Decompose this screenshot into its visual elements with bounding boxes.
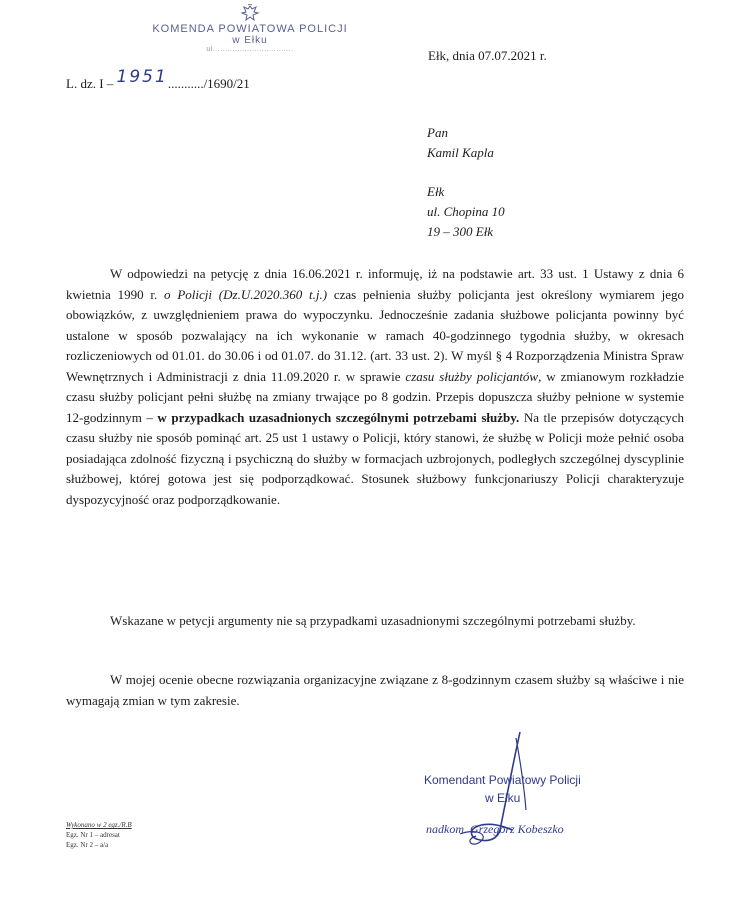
- paragraph-1-segment: czas pełnienia służby policjanta jest określony wymiarem jego obowiązków, z uwzględnieniem prawa do wypoczynku. Jednocześnie zadania służbowe policjanta powinny być ustalone w sposób pozwalający na ich wykonanie w ramach 40-godzinnego tygodnia służby, w okresach rozliczeniowych od 01.01. do 30.06 i od 01.07. do 31.12. (art. 33 ust. 2). W myśl § 4 Rozporządzenia Ministra Spraw Wewnętrznych i Administracji z dnia 11.09.2020 r. w sprawie: [66, 286, 684, 384]
- paragraph-3-text: W mojej ocenie obecne rozwiązania organizacyjne związane z 8-godzinnym czasem służby są właściwe i nie wymagają zmian w tym zakresie.: [66, 672, 684, 708]
- stamp-line-3: ul. ...............................: [206, 46, 294, 53]
- paragraph-1-segment: w przypadkach uzasadnionych szczególnymi potrzebami służby.: [157, 409, 520, 425]
- paragraph-1-segment: , w zmianowym rozkładzie czasu służby policjant pełni służbę na zmiany trwające po 8 godzin. Przepis dopuszcza służby pełnione w systemie 12-godzinnym –: [66, 368, 684, 425]
- stamp-line-2: w Ełku: [232, 35, 268, 46]
- ref-dots: ..........: [167, 76, 201, 91]
- reference-number: [66, 67, 250, 93]
- office-stamp: [150, 4, 350, 53]
- signature-name: nadkom. Grzegorz Kobeszko: [426, 822, 564, 836]
- paragraph-2-text: Wskazane w petycji argumenty nie są przypadkami uzasadnionymi szczególnymi potrzebami służby.: [110, 613, 636, 628]
- recipient-name: Kamil Kapla: [427, 145, 494, 160]
- ref-prefix: L. dz. I –: [66, 76, 114, 91]
- copy-1: Egz. Nr 1 – adresat: [66, 831, 120, 839]
- ref-handwritten-number: 1951: [116, 67, 168, 87]
- recipient-city: Ełk: [427, 184, 445, 199]
- copies-note: [66, 820, 132, 850]
- paragraph-1-segment: Na tle przepisów dotyczących czasu służby nie sposób pominąć art. 25 ust 1 ustawy o Policji, który stanowi, że służbę w Policji może pełnić osoba posiadająca zdolność fizyczną i psychiczną do służby w formacjach uzbrojonych, podległych szczególnej dyscyplinie służbowej, której gotowa jest się podporządkować. Stosunek służbowy funkcjonariuszy Policji charakteryzuje dyspozycyjność oraz podporządkowanie.: [66, 409, 684, 507]
- body-paragraph-2: [66, 611, 684, 632]
- recipient-street: ul. Chopina 10: [427, 204, 505, 219]
- paragraph-1-segment: W odpowiedzi na petycję z dnia 16.06.2021 r. informuję, iż na podstawie art. 33 ust. 1 Ustawy z dnia 6 kwietnia 1990 r.: [66, 266, 684, 302]
- paragraph-1-segment: o Policji (Dz.U.2020.360 t.j.): [164, 286, 328, 302]
- stamp-line-1: KOMENDA POWIATOWA POLICJI: [152, 23, 348, 35]
- copies-made: Wykonano w 2 egz./R.B: [66, 821, 132, 829]
- signature-title: Komendant Powiatowy Policji: [424, 773, 581, 787]
- eagle-emblem-icon: [239, 4, 261, 22]
- paragraph-1-text: [66, 264, 684, 510]
- signature-place: w Ełku: [485, 791, 521, 805]
- ref-suffix: ./1690/21: [200, 76, 250, 91]
- body-paragraph-1: [66, 264, 684, 510]
- letter-date: Ełk, dnia 07.07.2021 r.: [428, 48, 547, 63]
- recipient-salutation: Pan: [427, 125, 448, 140]
- body-paragraph-3: [66, 670, 684, 711]
- recipient-postal: 19 – 300 Ełk: [427, 224, 494, 239]
- copy-2: Egz. Nr 2 – a/a: [66, 841, 109, 849]
- paragraph-1-segment: czasu służby policjantów: [405, 368, 539, 384]
